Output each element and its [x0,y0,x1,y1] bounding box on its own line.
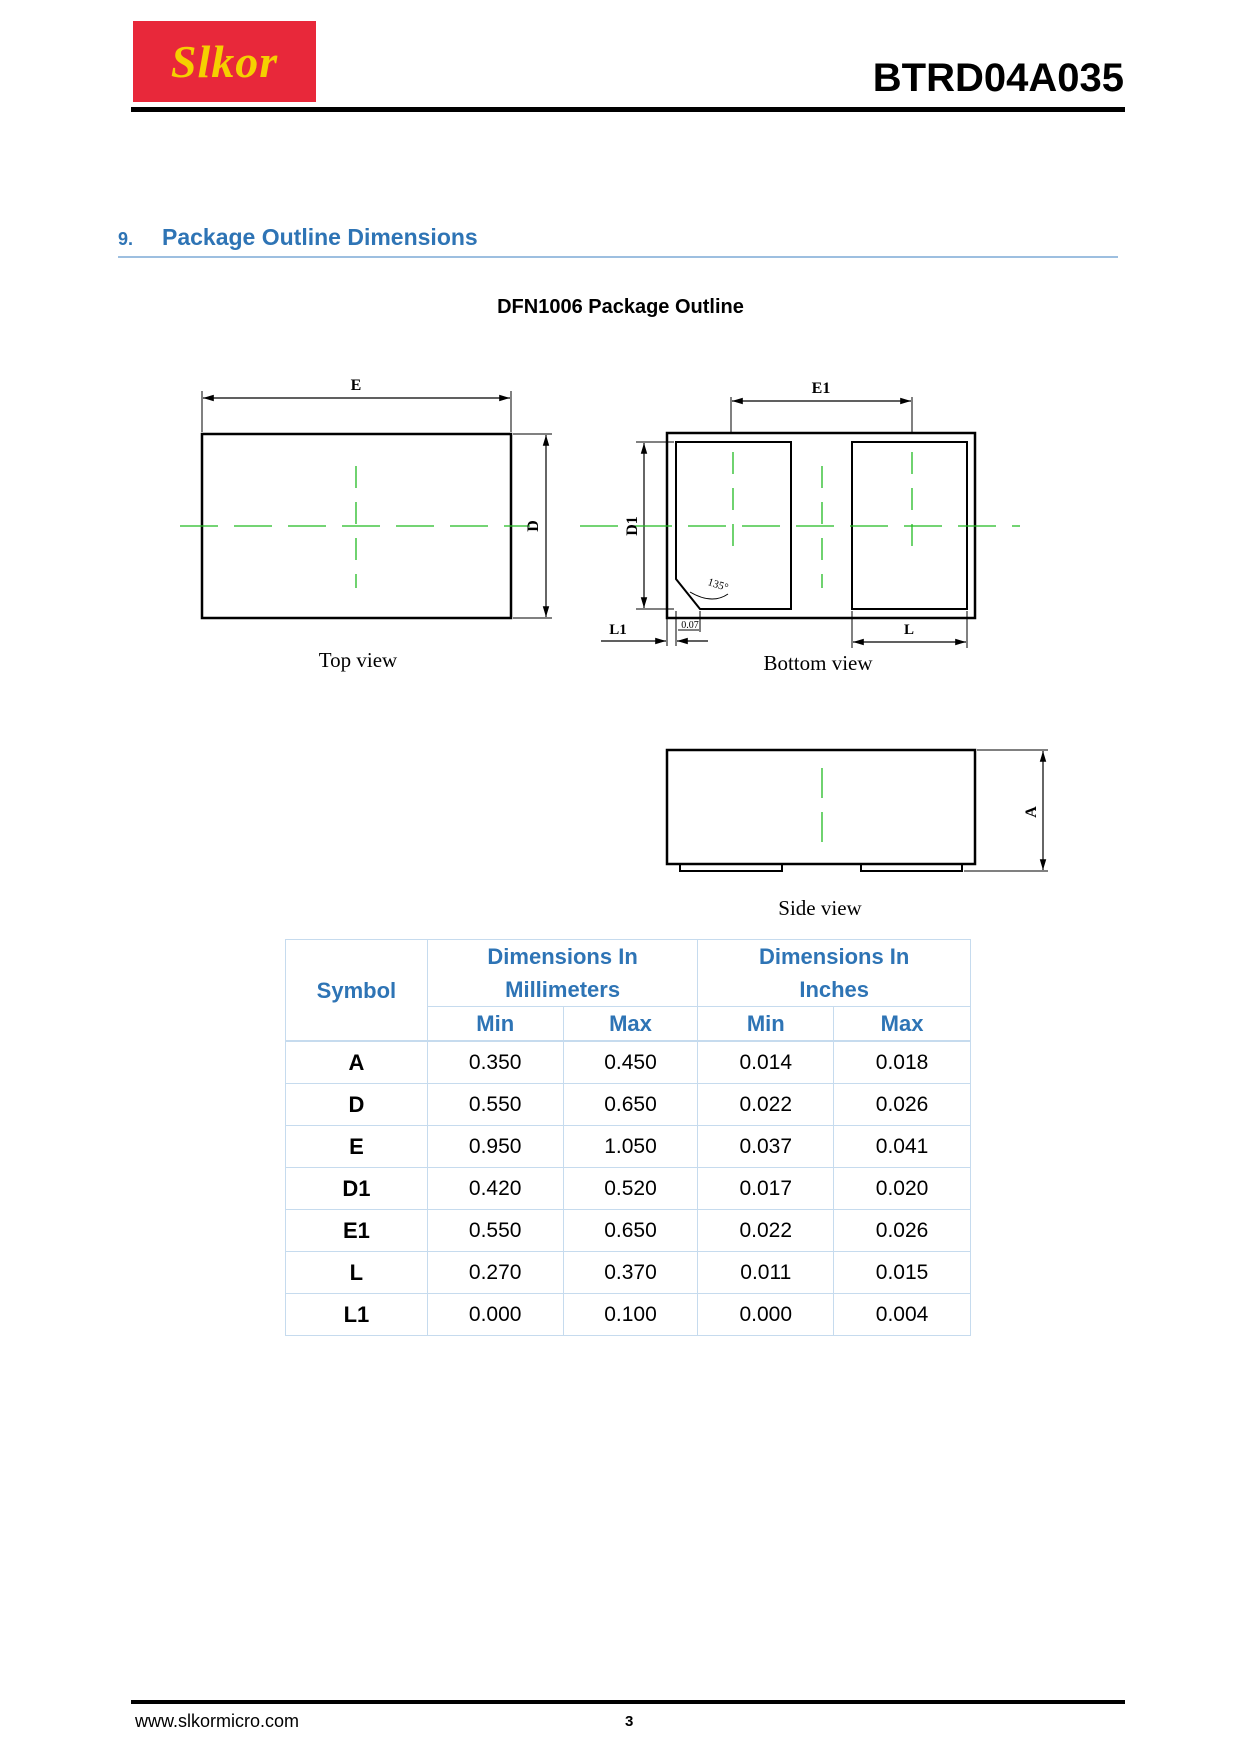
label-chamfer-width: 0.07 [681,620,699,631]
row-mm-max: 0.650 [563,1210,698,1252]
table-row [286,1084,971,1126]
row-symbol: D1 [286,1168,428,1210]
table-row [286,1210,971,1252]
caption-bottom-view: Bottom view [763,651,873,675]
label-e: E [350,377,362,394]
row-inch-max: 0.041 [834,1126,971,1168]
mm-header [427,940,698,1007]
footer-divider [131,1700,1125,1704]
mm-min-header: Min [427,1007,563,1042]
row-mm-min: 0.950 [427,1126,563,1168]
label-chamfer-angle: 135° [706,576,730,595]
side-view-body [667,750,975,864]
inch-max-header: Max [834,1007,971,1042]
bottom-view [580,397,1020,648]
row-mm-max: 0.450 [563,1041,698,1084]
row-inch-max: 0.015 [834,1252,971,1294]
label-a: A [1023,806,1040,818]
label-d: D [525,520,542,532]
row-mm-max: 0.370 [563,1252,698,1294]
logo-text: Slkor [170,36,279,87]
symbol-header: Symbol [286,940,428,1042]
top-view [180,391,552,618]
row-mm-min: 0.350 [427,1041,563,1084]
row-symbol: E1 [286,1210,428,1252]
inch-header-line1: Dimensions In [759,944,910,969]
row-inch-max: 0.018 [834,1041,971,1084]
row-inch-max: 0.004 [834,1294,971,1336]
row-mm-max: 0.100 [563,1294,698,1336]
row-mm-max: 0.650 [563,1084,698,1126]
page-number: 3 [625,1713,634,1730]
inch-header [698,940,971,1007]
section-number: 9. [118,229,134,249]
row-mm-max: 0.520 [563,1168,698,1210]
inch-header-line2: Inches [799,977,870,1002]
row-inch-min: 0.000 [698,1294,834,1336]
table-row [286,1252,971,1294]
row-symbol: D [286,1084,428,1126]
diagram-title: DFN1006 Package Outline [497,296,744,318]
caption-side-view: Side view [778,896,862,920]
row-inch-min: 0.014 [698,1041,834,1084]
table-row [286,1168,971,1210]
label-e1: E1 [811,380,831,397]
row-mm-min: 0.000 [427,1294,563,1336]
row-inch-min: 0.011 [698,1252,834,1294]
row-symbol: L1 [286,1294,428,1336]
dimensions-table [285,939,971,1336]
part-number: BTRD04A035 [872,56,1124,100]
footer-website-link[interactable]: www.slkormicro.com [135,1711,300,1731]
row-symbol: L [286,1252,428,1294]
row-inch-min: 0.037 [698,1126,834,1168]
table-row [286,1294,971,1336]
mm-header-line1: Dimensions In [487,944,638,969]
row-mm-max: 1.050 [563,1126,698,1168]
side-view [667,750,1048,871]
row-inch-min: 0.022 [698,1210,834,1252]
table-row [286,1126,971,1168]
mm-header-line2: Millimeters [505,977,621,1002]
row-inch-min: 0.022 [698,1084,834,1126]
row-mm-min: 0.550 [427,1084,563,1126]
row-symbol: E [286,1126,428,1168]
caption-top-view: Top view [318,648,398,672]
mm-max-header: Max [563,1007,698,1042]
inch-min-header: Min [698,1007,834,1042]
row-mm-min: 0.550 [427,1210,563,1252]
label-l: L [903,622,915,638]
row-mm-min: 0.420 [427,1168,563,1210]
row-inch-max: 0.020 [834,1168,971,1210]
table-row [286,1041,971,1084]
row-mm-min: 0.270 [427,1252,563,1294]
row-inch-max: 0.026 [834,1210,971,1252]
row-inch-min: 0.017 [698,1168,834,1210]
row-inch-max: 0.026 [834,1084,971,1126]
label-d1: D1 [624,516,641,536]
label-l1: L1 [609,622,627,638]
row-symbol: A [286,1041,428,1084]
section-title: Package Outline Dimensions [162,224,478,250]
